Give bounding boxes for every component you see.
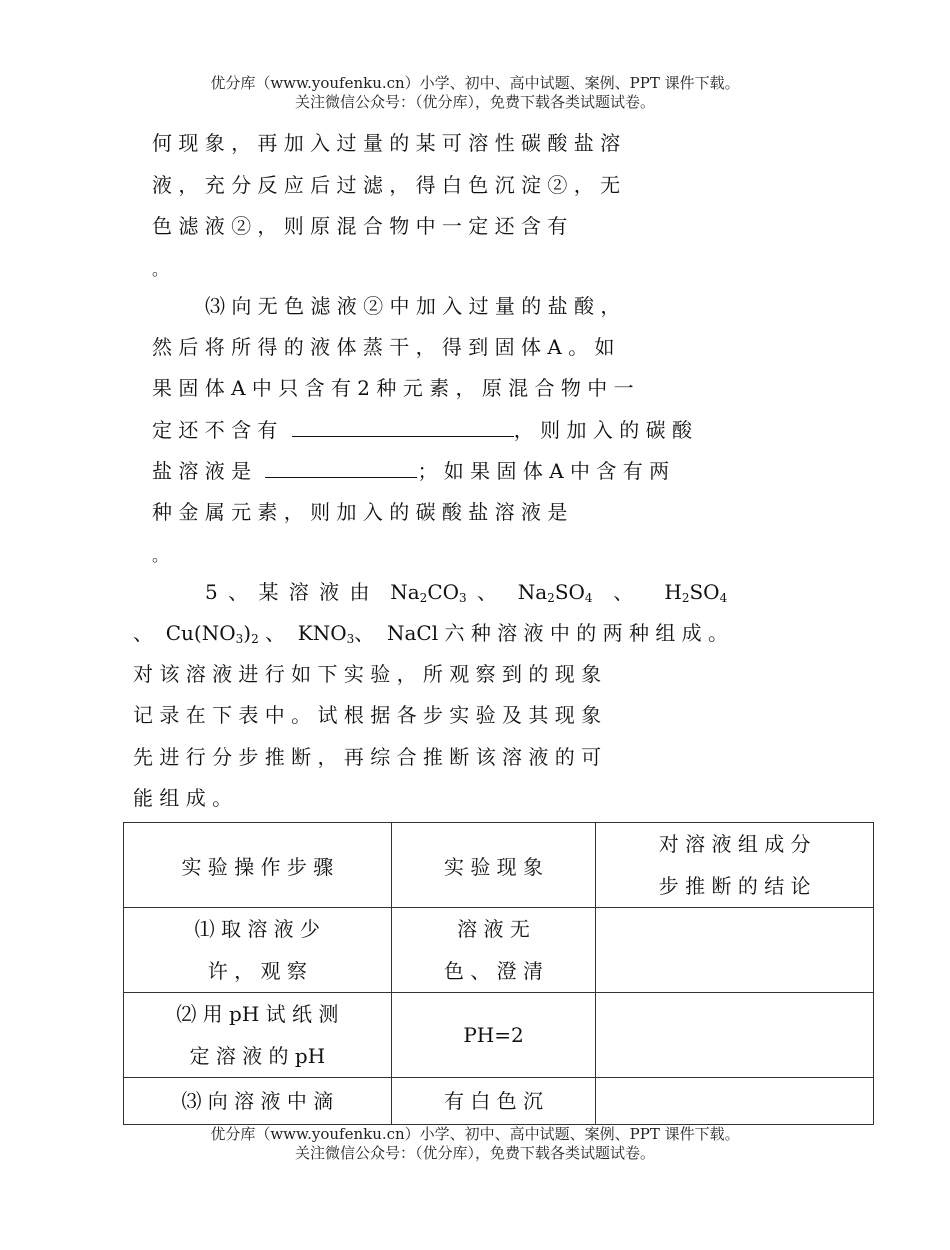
- p2-line-4-text: 定 还 不 含 有: [152, 418, 278, 442]
- q5-sep-4: 、: [265, 621, 286, 645]
- formula-na2so4: $Na_2SO_4$: [517, 580, 593, 605]
- row3-conclusion[interactable]: [596, 1078, 874, 1125]
- formula-kno3: $KNO_3$: [297, 621, 355, 646]
- p2-line-5-text: 盐 溶 液 是: [152, 459, 252, 483]
- q5-line-3: 对 该 溶 液 进 行 如 下 实 验 ， 所 观 察 到 的 现 象: [133, 662, 602, 686]
- row1-phenomenon-line-1: 溶 液 无: [457, 917, 530, 941]
- p1-line-2: 液 ， 充 分 反 应 后 过 滤 ， 得 白 色 沉 淀 ② ， 无: [152, 173, 621, 197]
- row1-step-line-1: ⑴ 取 溶 液 少: [194, 917, 321, 941]
- q5-line-2: [133, 619, 728, 647]
- formula-cuno32: $Cu(NO_3)_2$: [165, 621, 259, 646]
- q5-intro: 5 、 某 溶 液 由: [205, 580, 370, 604]
- q5-line-5: 先 进 行 分 步 推 断 ， 再 综 合 推 断 该 溶 液 的 可: [133, 745, 602, 769]
- p2-line-5-tail: ； 如 果 固 体 A 中 含 有 两: [417, 459, 670, 483]
- answer-blank-1[interactable]: [292, 418, 514, 437]
- row1-phenomenon: [391, 908, 596, 993]
- header-conclusion-line-1: 对 溶 液 组 成 分: [658, 832, 811, 856]
- row2-conclusion[interactable]: [596, 993, 874, 1078]
- row1-conclusion[interactable]: [596, 908, 874, 993]
- page-header: [0, 74, 950, 112]
- p2-line-1: ⑶ 向 无 色 滤 液 ② 中 加 入 过 量 的 盐 酸 ，: [205, 294, 621, 318]
- p2-line-4: [152, 416, 692, 444]
- row1-phenomenon-line-2: 色 、 澄 清: [443, 959, 544, 983]
- header-conclusion: [596, 823, 874, 908]
- row2-phenomenon-line-1: PH=2: [463, 1023, 524, 1047]
- formula-nacl: NaCl: [386, 621, 439, 645]
- row1-step: [124, 908, 392, 993]
- p2-line-7: 。: [152, 546, 169, 565]
- footer-line-1: 优分库（www.youfenku.cn）小学、初中、高中试题、案例、PPT 课件下载。: [210, 1125, 740, 1143]
- q5-sep-3: 、: [133, 621, 153, 645]
- header-step: 实 验 操 作 步 骤: [124, 823, 392, 908]
- header-conclusion-line-2: 步 推 断 的 结 论: [658, 874, 811, 898]
- p2-line-6: 种 金 属 元 素 ， 则 加 入 的 碳 酸 盐 溶 液 是: [152, 500, 568, 524]
- experiment-table: [123, 822, 874, 1125]
- page-footer: [0, 1125, 950, 1163]
- table-row: [124, 908, 874, 993]
- q5-line-4: 记 录 在 下 表 中 。 试 根 据 各 步 实 验 及 其 现 象: [133, 703, 602, 727]
- row2-phenomenon: [391, 993, 596, 1078]
- formula-na2co3: $Na_2CO_3$: [390, 580, 467, 605]
- answer-blank-2[interactable]: [265, 459, 417, 478]
- q5-line-1: [205, 578, 727, 606]
- table-header-row: [124, 823, 874, 908]
- p2-line-5: [152, 457, 669, 485]
- p2-line-4-tail: ， 则 加 入 的 碳 酸: [513, 418, 692, 442]
- p1-line-3: 色 滤 液 ② ， 则 原 混 合 物 中 一 定 还 含 有: [152, 214, 568, 238]
- q5-sep-5: 、: [354, 621, 375, 645]
- row3-step: [124, 1078, 392, 1125]
- row2-step-line-1: ⑵ 用 pH 试 纸 测: [176, 1002, 339, 1026]
- footer-line-2: 关注微信公众号：（优分库），免费下载各类试题试卷。: [294, 1144, 655, 1162]
- p1-line-4: 。: [152, 260, 169, 279]
- p1-line-1: 何 现 象 ， 再 加 入 过 量 的 某 可 溶 性 碳 酸 盐 溶: [152, 131, 621, 155]
- header-line-1: 优分库（www.youfenku.cn）小学、初中、高中试题、案例、PPT 课件下载。: [210, 74, 740, 92]
- row2-step: [124, 993, 392, 1078]
- q5-sep-2: 、: [613, 580, 634, 604]
- table-row: [124, 993, 874, 1078]
- p2-line-2: 然 后 将 所 得 的 液 体 蒸 干 ， 得 到 固 体 A 。 如: [152, 335, 615, 359]
- table-row: [124, 1078, 874, 1125]
- header-line-2: 关注微信公众号：（优分库），免费下载各类试题试卷。: [294, 93, 655, 111]
- row2-step-line-2: 定 溶 液 的 pH: [189, 1044, 326, 1068]
- q5-line-6: 能 组 成 。: [133, 786, 233, 810]
- q5-line-2-tail: 六 种 溶 液 中 的 两 种 组 成 。: [444, 621, 729, 645]
- formula-h2so4: $H_2SO_4$: [664, 580, 728, 605]
- row3-step-line-1: ⑶ 向 溶 液 中 滴: [181, 1089, 334, 1113]
- row3-phenomenon-line-1: 有 白 色 沉: [443, 1089, 544, 1113]
- p2-line-3: 果 固 体 A 中 只 含 有 2 种 元 素 ， 原 混 合 物 中 一: [152, 376, 634, 400]
- row3-phenomenon: [391, 1078, 596, 1125]
- row1-step-line-2: 许 ， 观 察: [207, 959, 307, 983]
- q5-sep-1: 、: [477, 580, 498, 604]
- header-phenomenon: 实 验 现 象: [391, 823, 596, 908]
